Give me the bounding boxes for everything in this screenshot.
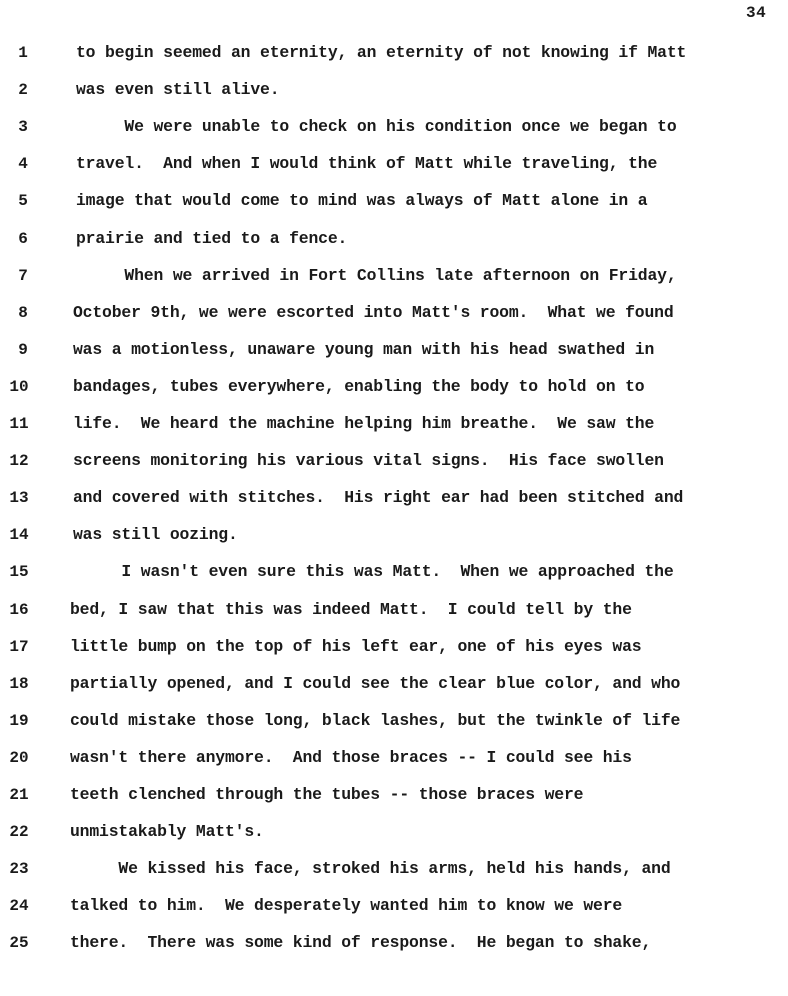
- line-text: partially opened, and I could see the clear blue color, and who: [70, 673, 681, 693]
- line-text: wasn't there anymore. And those braces -- I could see his: [70, 747, 632, 767]
- line-number: 15: [9, 563, 29, 582]
- line-number: 7: [18, 266, 28, 285]
- line-number: 1: [18, 44, 28, 62]
- line-number: 6: [18, 229, 28, 248]
- line-text: teeth clenched through the tubes -- those braces were: [70, 785, 584, 804]
- transcript-line: [0, 338, 788, 362]
- line-text: unmistakably Matt's.: [70, 822, 264, 842]
- line-text: bed, I saw that this was indeed Matt. I could tell by the: [70, 599, 632, 619]
- line-number: 12: [9, 452, 29, 471]
- line-text: life. We heard the machine helping him breathe. We saw the: [73, 414, 655, 433]
- transcript-line: [0, 41, 788, 65]
- line-text: We were unable to check on his condition once we began to: [76, 117, 677, 137]
- transcript-line: [0, 189, 788, 213]
- transcript-line: [0, 894, 788, 918]
- line-number: 22: [9, 823, 29, 842]
- line-text: We kissed his face, stroked his arms, held his hands, and: [70, 859, 671, 879]
- transcript-line: [0, 746, 788, 770]
- line-number: 4: [18, 155, 28, 174]
- line-number: 5: [18, 192, 28, 211]
- transcript-line: [0, 598, 788, 622]
- line-number: 21: [9, 786, 29, 804]
- line-text: was a motionless, unaware young man with his head swathed in: [73, 339, 655, 359]
- transcript-line: [0, 115, 788, 139]
- line-number: 17: [9, 637, 29, 656]
- transcript-line: [0, 152, 788, 176]
- line-number: 3: [18, 118, 28, 137]
- line-number: 16: [9, 600, 29, 619]
- line-text: image that would come to mind was always of Matt alone in a: [76, 191, 648, 211]
- transcript-line: [0, 560, 788, 584]
- transcript-line: [0, 523, 788, 547]
- line-text: When we arrived in Fort Collins late afternoon on Friday,: [76, 265, 677, 285]
- transcript-line: [0, 857, 788, 881]
- line-text: prairie and tied to a fence.: [76, 228, 348, 248]
- line-text: and covered with stitches. His right ear had been stitched and: [73, 488, 684, 508]
- transcript-line: [0, 820, 788, 844]
- line-text: bandages, tubes everywhere, enabling the body to hold on to: [73, 376, 645, 396]
- line-text: there. There was some kind of response. He began to shake,: [70, 933, 652, 953]
- transcript-line: [0, 783, 788, 807]
- transcript-line: [0, 931, 788, 955]
- line-text: October 9th, we were escorted into Matt's room. What we found: [73, 302, 674, 322]
- line-text: travel. And when I would think of Matt while traveling, the: [76, 154, 658, 174]
- line-text: was even still alive.: [76, 80, 280, 100]
- line-number: 23: [9, 860, 29, 879]
- transcript-line: [0, 635, 788, 659]
- line-text: to begin seemed an eternity, an eternity of not knowing if Matt: [76, 43, 687, 62]
- line-number: 8: [18, 303, 28, 322]
- line-number: 9: [18, 340, 28, 359]
- line-number: 25: [9, 934, 29, 953]
- line-text: was still oozing.: [73, 525, 238, 545]
- line-text: screens monitoring his various vital signs. His face swollen: [73, 451, 664, 471]
- line-text: little bump on the top of his left ear, one of his eyes was: [70, 636, 642, 656]
- transcript-line: [0, 375, 788, 399]
- transcript-line: [0, 227, 788, 251]
- line-number: 2: [18, 81, 28, 100]
- line-number: 11: [9, 415, 29, 433]
- transcript-line: [0, 78, 788, 102]
- line-number: 18: [9, 674, 29, 693]
- line-number: 20: [9, 748, 29, 767]
- line-number: 24: [9, 897, 29, 916]
- line-text: talked to him. We desperately wanted him to know we were: [70, 896, 623, 916]
- transcript-line: [0, 412, 788, 436]
- page-number: 34: [746, 4, 767, 22]
- line-number: 19: [9, 711, 29, 730]
- transcript-line: [0, 301, 788, 325]
- line-text: I wasn't even sure this was Matt. When we approached the: [73, 562, 674, 582]
- transcript-line: [0, 672, 788, 696]
- line-text: could mistake those long, black lashes, but the twinkle of life: [70, 710, 681, 730]
- line-number: 13: [9, 489, 29, 508]
- transcript-line: [0, 449, 788, 473]
- transcript-line: [0, 264, 788, 288]
- transcript-line: [0, 486, 788, 510]
- line-number: 14: [9, 526, 29, 545]
- transcript-line: [0, 709, 788, 733]
- line-number: 10: [9, 377, 29, 396]
